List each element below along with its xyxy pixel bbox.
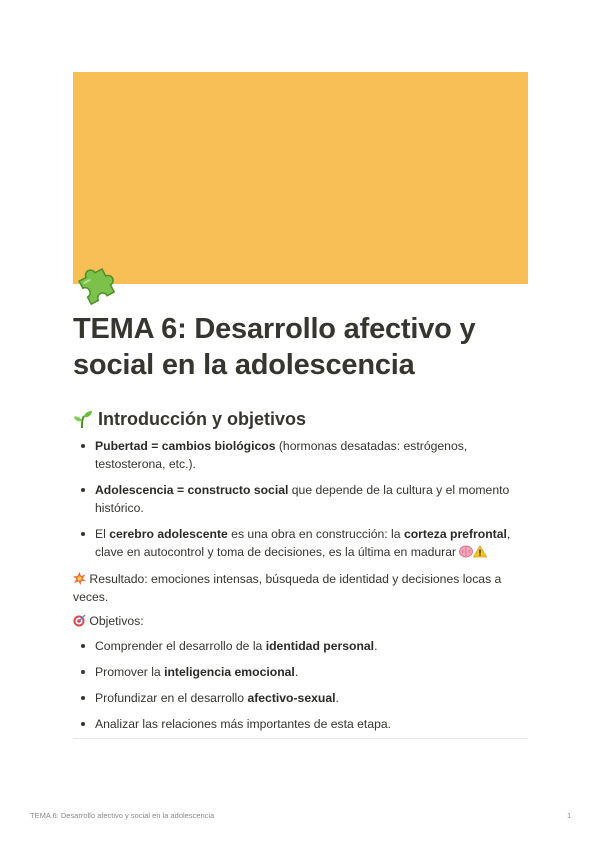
result-paragraph [73, 570, 528, 606]
objectives-label: Objetivos: [89, 614, 144, 628]
list-item [73, 663, 528, 681]
list-item [73, 715, 528, 733]
intro-bullet-list [73, 437, 528, 561]
page-title: TEMA 6: Desarrollo afectivo y social en la adolescencia [73, 313, 476, 381]
objective-text: Comprender el desarrollo de la [95, 639, 266, 653]
bullet-bold-text: cerebro adolescente [109, 527, 228, 541]
bullet-text: que depende de la cultura y el momento histórico. [95, 483, 510, 515]
bullet-text: El [95, 527, 110, 541]
section-heading [73, 407, 528, 431]
puzzle-piece-icon [72, 259, 122, 307]
objective-text: Promover la [95, 665, 165, 679]
bullet-text: , clave en autocontrol y toma de decisiones, es la última en madurar [95, 527, 511, 559]
objective-text: . [374, 639, 378, 653]
objectives-list [73, 637, 528, 733]
brain-icon [459, 545, 473, 558]
result-text: Resultado: emociones intensas, búsqueda de identidad y decisiones locas a veces. [73, 572, 502, 604]
cover-banner [73, 72, 528, 284]
collision-icon [73, 572, 86, 585]
footer-page-number: 1 [567, 811, 572, 820]
footer-title: TEMA 6: Desarrollo afectivo y social en la adolescencia [30, 811, 215, 820]
bullet-bold-text: Pubertad = cambios biológicos [95, 439, 276, 453]
list-item [73, 689, 528, 707]
objective-text: . [294, 665, 299, 679]
dart-icon [73, 614, 86, 627]
list-item [73, 637, 528, 655]
objective-bold-text: inteligencia emocional [164, 665, 295, 679]
objective-bold-text: identidad personal [265, 639, 375, 653]
objective-text: Analizar las relaciones más importantes de esta etapa. [95, 717, 392, 731]
list-item [73, 437, 528, 473]
list-item [73, 481, 528, 517]
list-item [73, 525, 528, 561]
bullet-text: (hormonas desatadas: estrógenos, testosterona, etc.). [95, 439, 468, 471]
bullet-text: es una obra en construcción: la [227, 527, 404, 541]
objectives-label-line [73, 612, 528, 630]
bullet-bold-text: Adolescencia = constructo social [95, 483, 289, 497]
objective-text: Profundizar en el desarrollo [95, 691, 248, 705]
bullet-bold-text: corteza prefrontal [403, 527, 507, 541]
section-heading-text: Introducción y objetivos [98, 409, 307, 429]
objective-text: . [335, 691, 339, 705]
objective-bold-text: afectivo-sexual [247, 691, 336, 705]
section-divider [73, 738, 528, 739]
warning-icon [473, 545, 487, 558]
seedling-icon [73, 409, 93, 429]
